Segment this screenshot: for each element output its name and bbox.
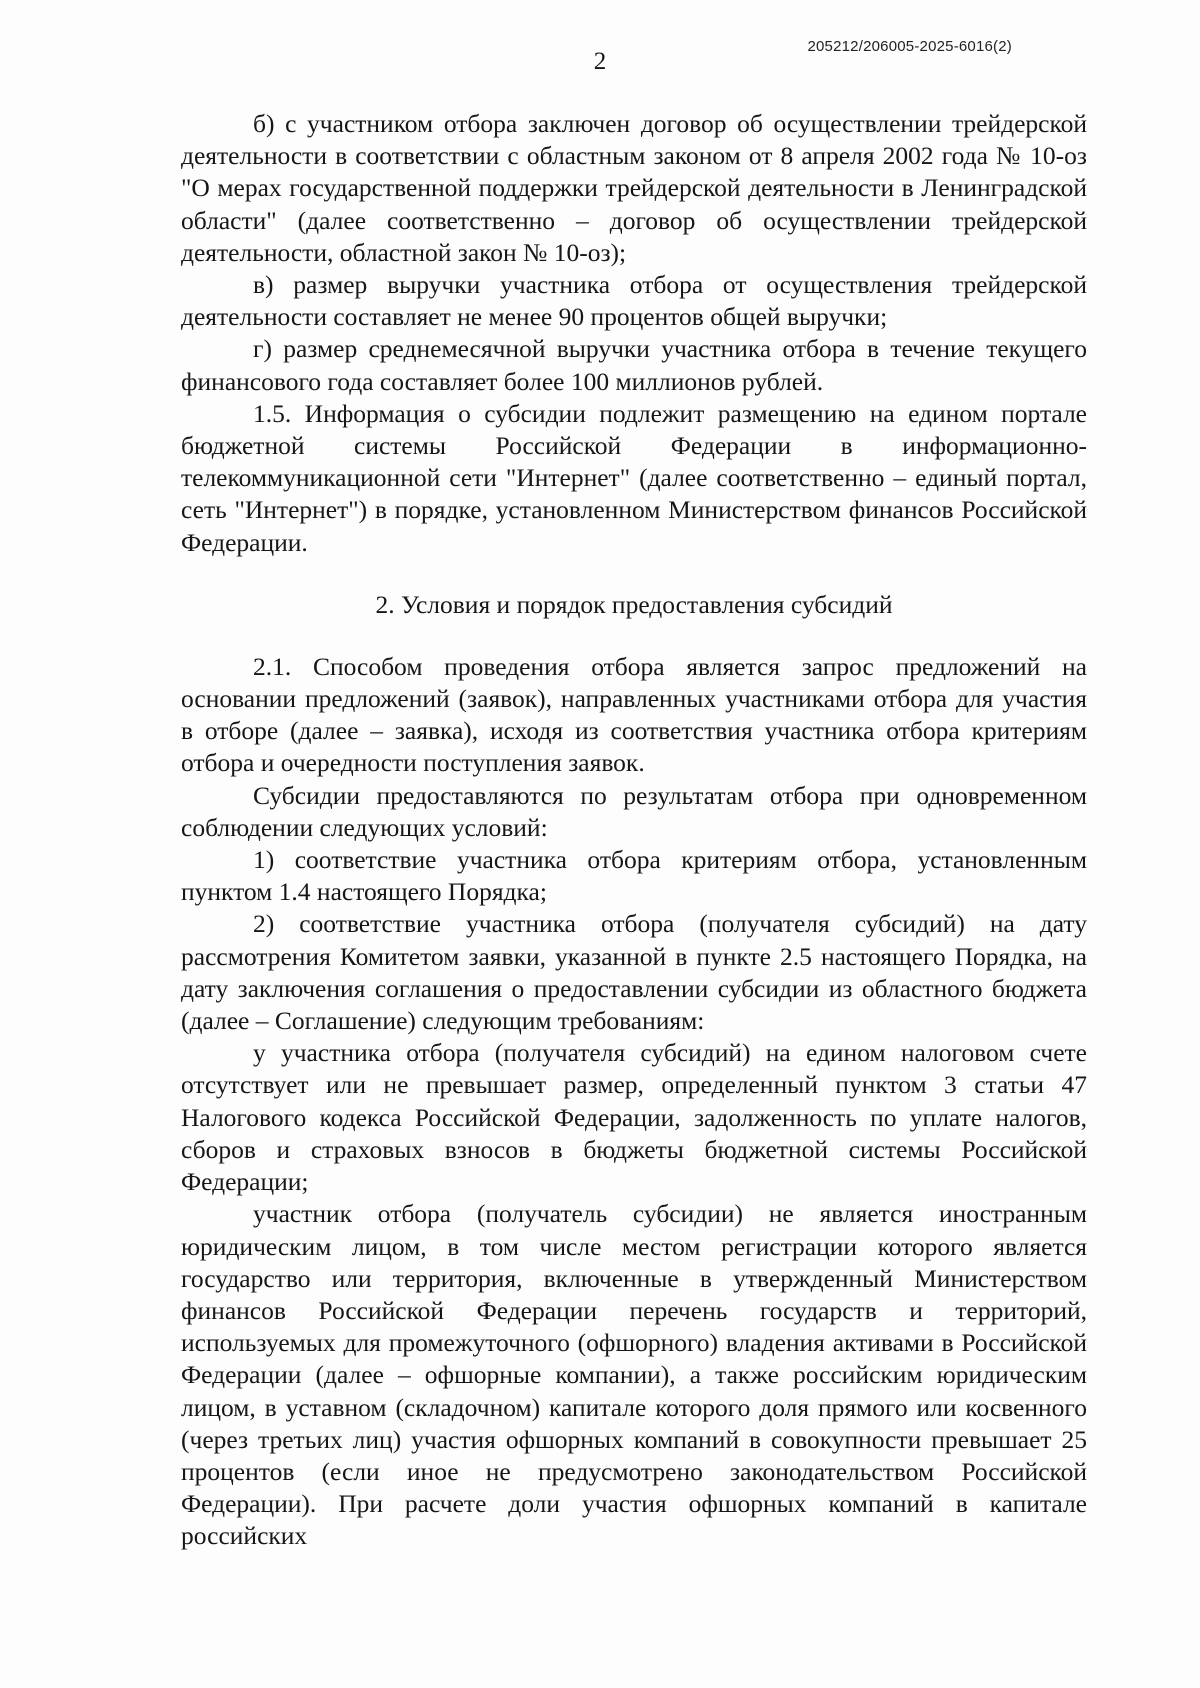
page-number: 2 xyxy=(593,48,607,75)
paragraph-condition-2: 2) соответствие участника отбора (получателя субсидий) на дату рассмотрения Комитетом заявки, указанной в пункте 2.5 настоящего Порядка, на дату заключения соглашения о предоставлении субсидии из областного бюджета (далее – Соглашение) следующим требованиям: xyxy=(181,909,1087,1036)
paragraph-v: в) размер выручки участника отбора от осуществления трейдерской деятельности составляет не менее 90 процентов общей выручки; xyxy=(181,270,1087,332)
paragraph-offshore-requirement: участник отбора (получатель субсидии) не является иностранным юридическим лицом, в том числе местом регистрации которого является государство или территория, включенные в утвержденный Министерством финансов Российской Федерации перечень государств и территорий, используемых для промежуточного (офшорного) владения активами в Российской Федерации (далее – офшорные компании), а также российским юридическим лицом, в уставном (складочном) капитале которого доля прямого или косвенного (через третьих лиц) участия офшорных компаний в совокупности превышает 25 процентов (если иное не предусмотрено законодательством Российской Федерации). При расчете доли участия офшорных компаний в капитале российских xyxy=(181,1199,1087,1551)
paragraph-g: г) размер среднемесячной выручки участника отбора в течение текущего финансового года составляет более 100 миллионов рублей. xyxy=(181,334,1087,396)
document-body xyxy=(181,108,1087,1553)
paragraph-tax-requirement: у участника отбора (получателя субсидий) на едином налоговом счете отсутствует или не превышает размер, определенный пунктом 3 статьи 47 Налогового кодекса Российской Федерации, задолженность по уплате налогов, сборов и страховых взносов в бюджеты бюджетной системы Российской Федерации; xyxy=(181,1038,1087,1197)
paragraph-b: б) с участником отбора заключен договор об осуществлении трейдерской деятельности в соответствии с областным законом от 8 апреля 2002 года № 10-оз "О мерах государственной поддержки трейдерской деятельности в Ленинградской области" (далее соответственно – договор об осуществлении трейдерской деятельности, областной закон № 10-оз); xyxy=(181,109,1087,267)
document-code: 205212/206005-2025-6016(2) xyxy=(807,38,1012,55)
paragraph-conditions: Субсидии предоставляются по результатам отбора при одновременном соблюдении следующих условий: xyxy=(181,780,1087,842)
paragraph-condition-1: 1) соответствие участника отбора критериям отбора, установленным пунктом 1.4 настоящего Порядка; xyxy=(181,845,1087,907)
paragraph-2-1: 2.1. Способом проведения отбора является запрос предложений на основании предложений (заявок), направленных участниками отбора для участия в отборе (далее – заявка), исходя из соответствия участника отбора критериям отбора и очередности поступления заявок. xyxy=(181,651,1087,778)
section-heading: 2. Условия и порядок предоставления субсидий xyxy=(375,589,893,619)
paragraph-1-5: 1.5. Информация о субсидии подлежит размещению на едином портале бюджетной системы Российской Федерации в информационно-телекоммуникационной сети "Интернет" (далее соответственно – единый портал, сеть "Интернет") в порядке, установленном Министерством финансов Российской Федерации. xyxy=(181,398,1087,557)
